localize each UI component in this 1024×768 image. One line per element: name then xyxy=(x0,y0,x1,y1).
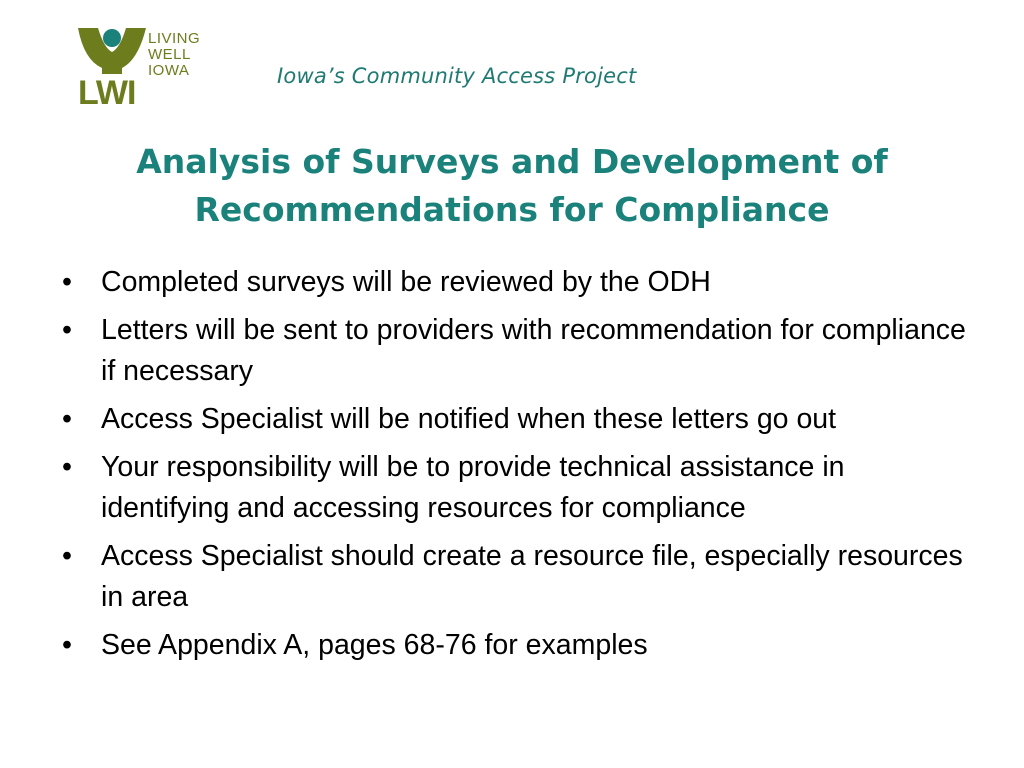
bullet-text: Access Specialist will be notified when these letters go out xyxy=(101,403,837,435)
bullet-text: See Appendix A, pages 68-76 for examples xyxy=(101,629,648,661)
bullet-icon: • xyxy=(62,266,72,298)
bullet-icon: • xyxy=(62,540,72,572)
slide-title xyxy=(40,138,984,234)
bullet-item xyxy=(55,262,970,303)
logo-line-living: LIVING xyxy=(148,30,201,47)
slide-title-line-2: Recommendations for Compliance xyxy=(194,190,830,229)
bullet-text: Access Specialist should create a resource file, especially resources in area xyxy=(101,540,963,613)
logo-line-well: WELL xyxy=(148,46,191,63)
logo-wordmark xyxy=(148,31,200,79)
slide-title-line-1: Analysis of Surveys and Development of xyxy=(136,142,888,181)
bullet-item xyxy=(55,310,970,392)
project-name: Iowa’s Community Access Project xyxy=(277,64,637,88)
logo-mark-text: LWI xyxy=(78,74,136,108)
bullet-item xyxy=(55,447,970,529)
bullet-text: Completed surveys will be reviewed by the ODH xyxy=(101,266,711,298)
logo-line-iowa: IOWA xyxy=(148,62,190,79)
bullet-item xyxy=(55,536,970,618)
bullet-text: Your responsibility will be to provide technical assistance in identifying and accessing resources for compliance xyxy=(101,451,845,524)
bullet-item xyxy=(55,399,970,440)
bullet-text: Letters will be sent to providers with recommendation for compliance if necessary xyxy=(101,314,966,387)
bullet-list xyxy=(55,262,970,673)
bullet-icon: • xyxy=(62,629,72,661)
bullet-icon: • xyxy=(62,403,72,435)
logo-head-icon xyxy=(103,29,121,47)
bullet-icon: • xyxy=(62,314,72,346)
bullet-item xyxy=(55,625,970,666)
bullet-icon: • xyxy=(62,451,72,483)
